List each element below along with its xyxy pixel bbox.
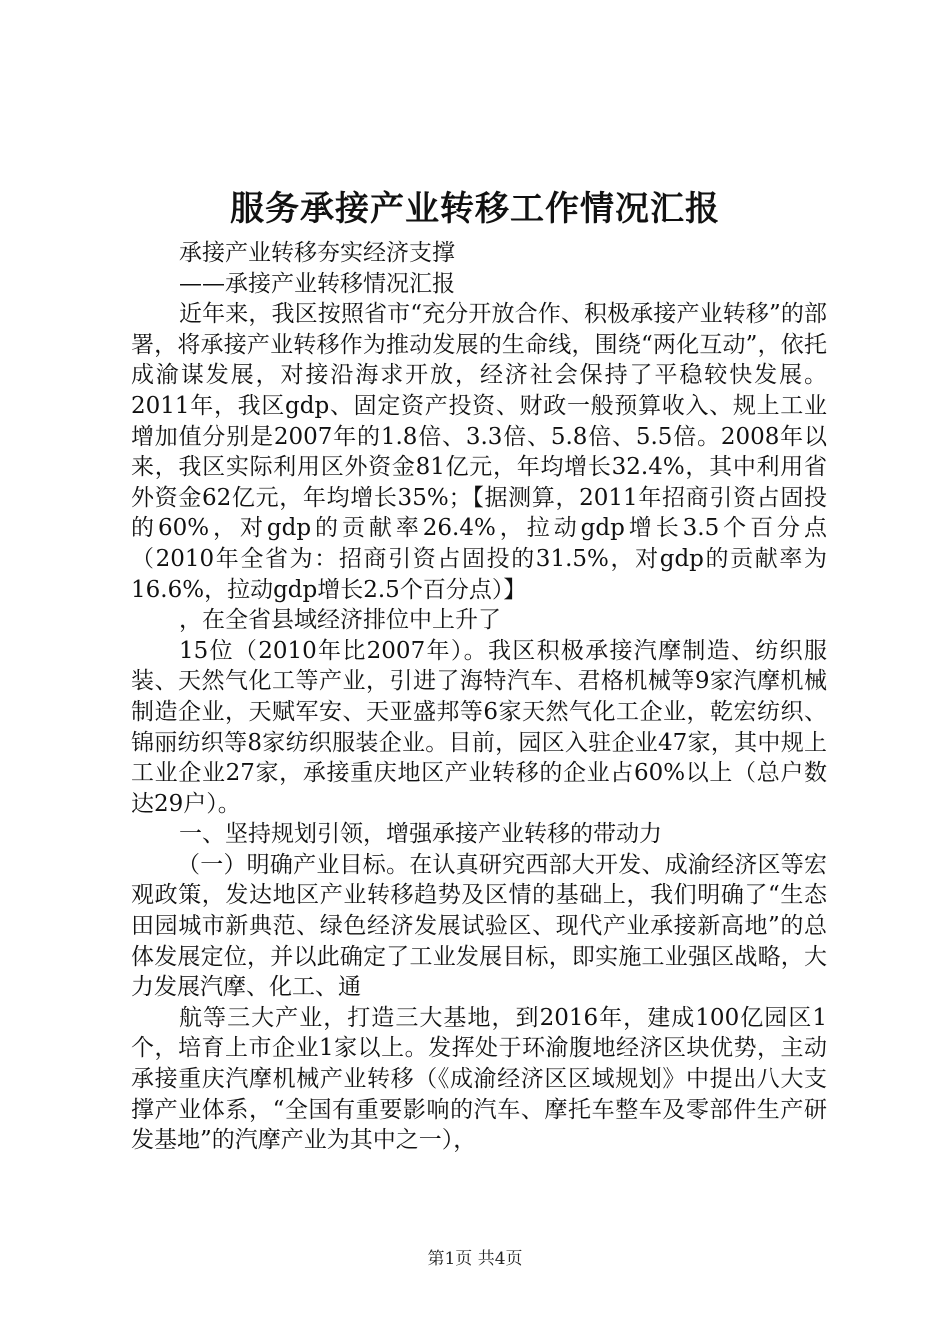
section-heading-1: 一、坚持规划引领，增强承接产业转移的带动力 xyxy=(179,821,662,848)
subtitle-dash-line: ——承接产业转移情况汇报 xyxy=(179,270,455,297)
paragraph-intro: 近年来，我区按照省市“充分开放合作、积极承接产业转移”的部署，将承接产业转移作为推动发展的生命线，围绕“两化互动”，依托成渝谋发展，对接沿海求开放，经济社会保持了平稳较快发展。2011年，我区gdp、固定资产投资、财政一般预算收入、规上工业增加值分别是2007年的1.8倍、3.3倍、5.8倍、5.5倍。2008年以来，我区实际利用区外资金81亿元，年均增长32.4%，其中利用省外资金62亿元，年均增长35%；【据测算，2011年招商引资占固投的60%，对gdp的贡献率26.4%，拉动gdp增长3.5个百分点（2010年全省为：招商引资占固投的31.5%，对gdp的贡献率为16.6%，拉动gdp增长2.5个百分点）】 xyxy=(131,301,827,603)
subtitle-line: 承接产业转移夯实经济支撑 xyxy=(179,240,455,266)
paragraph-ranking: ，在全省县域经济排位中上升了 xyxy=(179,607,501,634)
paragraph-industry-goals: （一）明确产业目标。在认真研究西部大开发、成渝经济区等宏观政策，发达地区产业转移趋势及区情的基础上，我们明确了“生态田园城市新典范、绿色经济发展试验区、现代产业承接新高地”的总体发展定位，并以此确定了工业发展目标，即实施工业强区战略，大力发展汽摩、化工、通 xyxy=(131,851,827,1001)
document-title: 服务承接产业转移工作情况汇报 xyxy=(230,189,720,229)
page-footer: 第1页 共4页 xyxy=(427,1249,523,1269)
paragraph-bases: 航等三大产业，打造三大基地，到2016年，建成100亿园区1个，培育上市企业1家以上。发挥处于环渝腹地经济区块优势，主动承接重庆汽摩机械产业转移（《成渝经济区区域规划》中提出八大支撑产业体系，“全国有重要影响的汽车、摩托车整车及零部件生产研发基地”的汽摩产业为其中之一）， xyxy=(131,1004,827,1154)
paragraph-industries: 15位（2010年比2007年）。我区积极承接汽摩制造、纺织服装、天然气化工等产业，引进了海特汽车、君格机械等9家汽摩机械制造企业，天赋军安、天亚盛邦等6家天然气化工企业，乾宏纺织、锦丽纺织等8家纺织服装企业。目前，园区入驻企业47家，其中规上工业企业27家，承接重庆地区产业转移的企业占60%以上（总户数达29户）。 xyxy=(131,637,827,817)
document-body xyxy=(131,238,827,1156)
